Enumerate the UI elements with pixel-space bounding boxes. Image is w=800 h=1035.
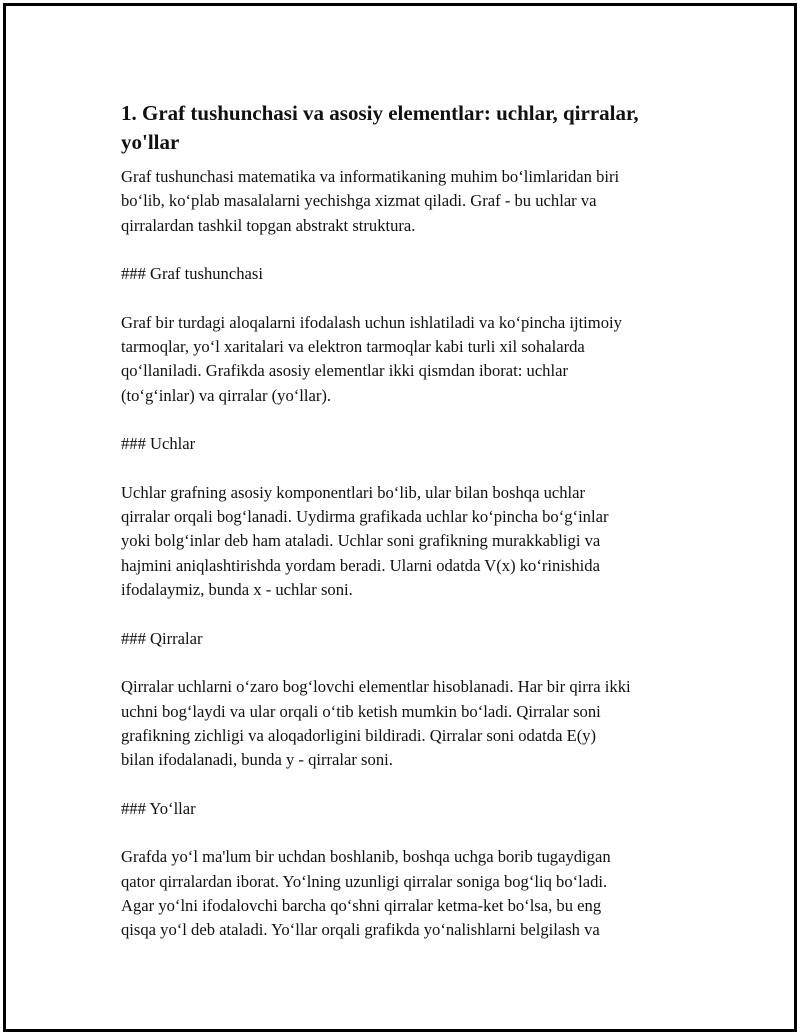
heading-text: ### Uchlar — [121, 434, 196, 454]
paragraph-qirralar — [121, 675, 696, 772]
heading-text: ### Yo‘llar — [121, 798, 196, 818]
paragraph-uchlar — [121, 481, 696, 602]
section-heading-uchlar — [121, 432, 696, 456]
title-line: yo'llar — [121, 130, 180, 154]
text-line: Graf tushunchasi matematika va informatikaning muhim bo‘limlaridan biri — [121, 167, 620, 186]
text-line: qisqa yo‘l deb ataladi. Yo‘llar orqali grafikda yo‘nalishlarni belgilash va — [121, 920, 600, 940]
text-line: Grafda yo‘l ma'lum bir uchdan boshlanib, boshqa uchga borib tugaydigan — [121, 847, 611, 867]
page-frame — [3, 3, 797, 1032]
text-line: ifodalaymiz, bunda x - uchlar soni. — [121, 580, 353, 600]
paragraph-intro — [121, 165, 696, 238]
text-line: yoki bolg‘inlar deb ham ataladi. Uchlar soni grafikning murakkabligi va — [121, 531, 601, 551]
section-heading-qirralar — [121, 627, 696, 651]
text-line: (to‘g‘inlar) va qirralar (yo‘llar). — [121, 385, 332, 405]
heading-text: ### Graf tushunchasi — [121, 264, 263, 284]
title-line: 1. Graf tushunchasi va asosiy elementlar: uchlar, qirralar, — [121, 101, 639, 125]
text-line: uchni bog‘laydi va ular orqali o‘tib ketish mumkin bo‘ladi. Qirralar soni — [121, 701, 601, 721]
text-line: qo‘llaniladi. Grafikda asosiy elementlar ikki qismdan iborat: uchlar — [121, 361, 568, 381]
text-line: bilan ifodalanadi, bunda y - qirralar soni. — [121, 750, 393, 770]
text-line: qirralardan tashkil topgan abstrakt struktura. — [121, 215, 416, 235]
document-title — [121, 99, 696, 157]
text-line: qirralar orqali bog‘lanadi. Uydirma grafikada uchlar ko‘pincha bo‘g‘inlar — [121, 507, 609, 527]
text-line: hajmini aniqlashtirishda yordam beradi. Ularni odatda V(x) ko‘rinishida — [121, 555, 600, 575]
paragraph-yollar — [121, 845, 696, 942]
text-line: Graf bir turdagi aloqalarni ifodalash uchun ishlatiladi va ko‘pincha ijtimoiy — [121, 312, 622, 332]
text-line: tarmoqlar, yo‘l xaritalari va elektron tarmoqlar kabi turli xil sohalarda — [121, 337, 585, 357]
document-body — [121, 99, 696, 943]
text-line: Qirralar uchlarni o‘zaro bog‘lovchi elementlar hisoblanadi. Har bir qirra ikki — [121, 677, 631, 697]
text-line: Agar yo‘lni ifodalovchi barcha qo‘shni qirralar ketma-ket bo‘lsa, bu eng — [121, 895, 602, 915]
text-line: Uchlar grafning asosiy komponentlari bo‘lib, ular bilan boshqa uchlar — [121, 482, 586, 502]
section-heading-graf-tushunchasi — [121, 262, 696, 286]
paragraph-graf-tushunchasi — [121, 311, 696, 408]
text-line: qator qirralardan iborat. Yo‘lning uzunligi qirralar soniga bog‘liq bo‘ladi. — [121, 871, 608, 891]
text-line: bo‘lib, ko‘plab masalalarni yechishga xizmat qiladi. Graf - bu uchlar va — [121, 191, 597, 211]
section-heading-yollar — [121, 797, 696, 821]
heading-text: ### Qirralar — [121, 628, 203, 648]
text-line: grafikning zichligi va aloqadorligini bildiradi. Qirralar soni odatda E(y) — [121, 725, 597, 745]
